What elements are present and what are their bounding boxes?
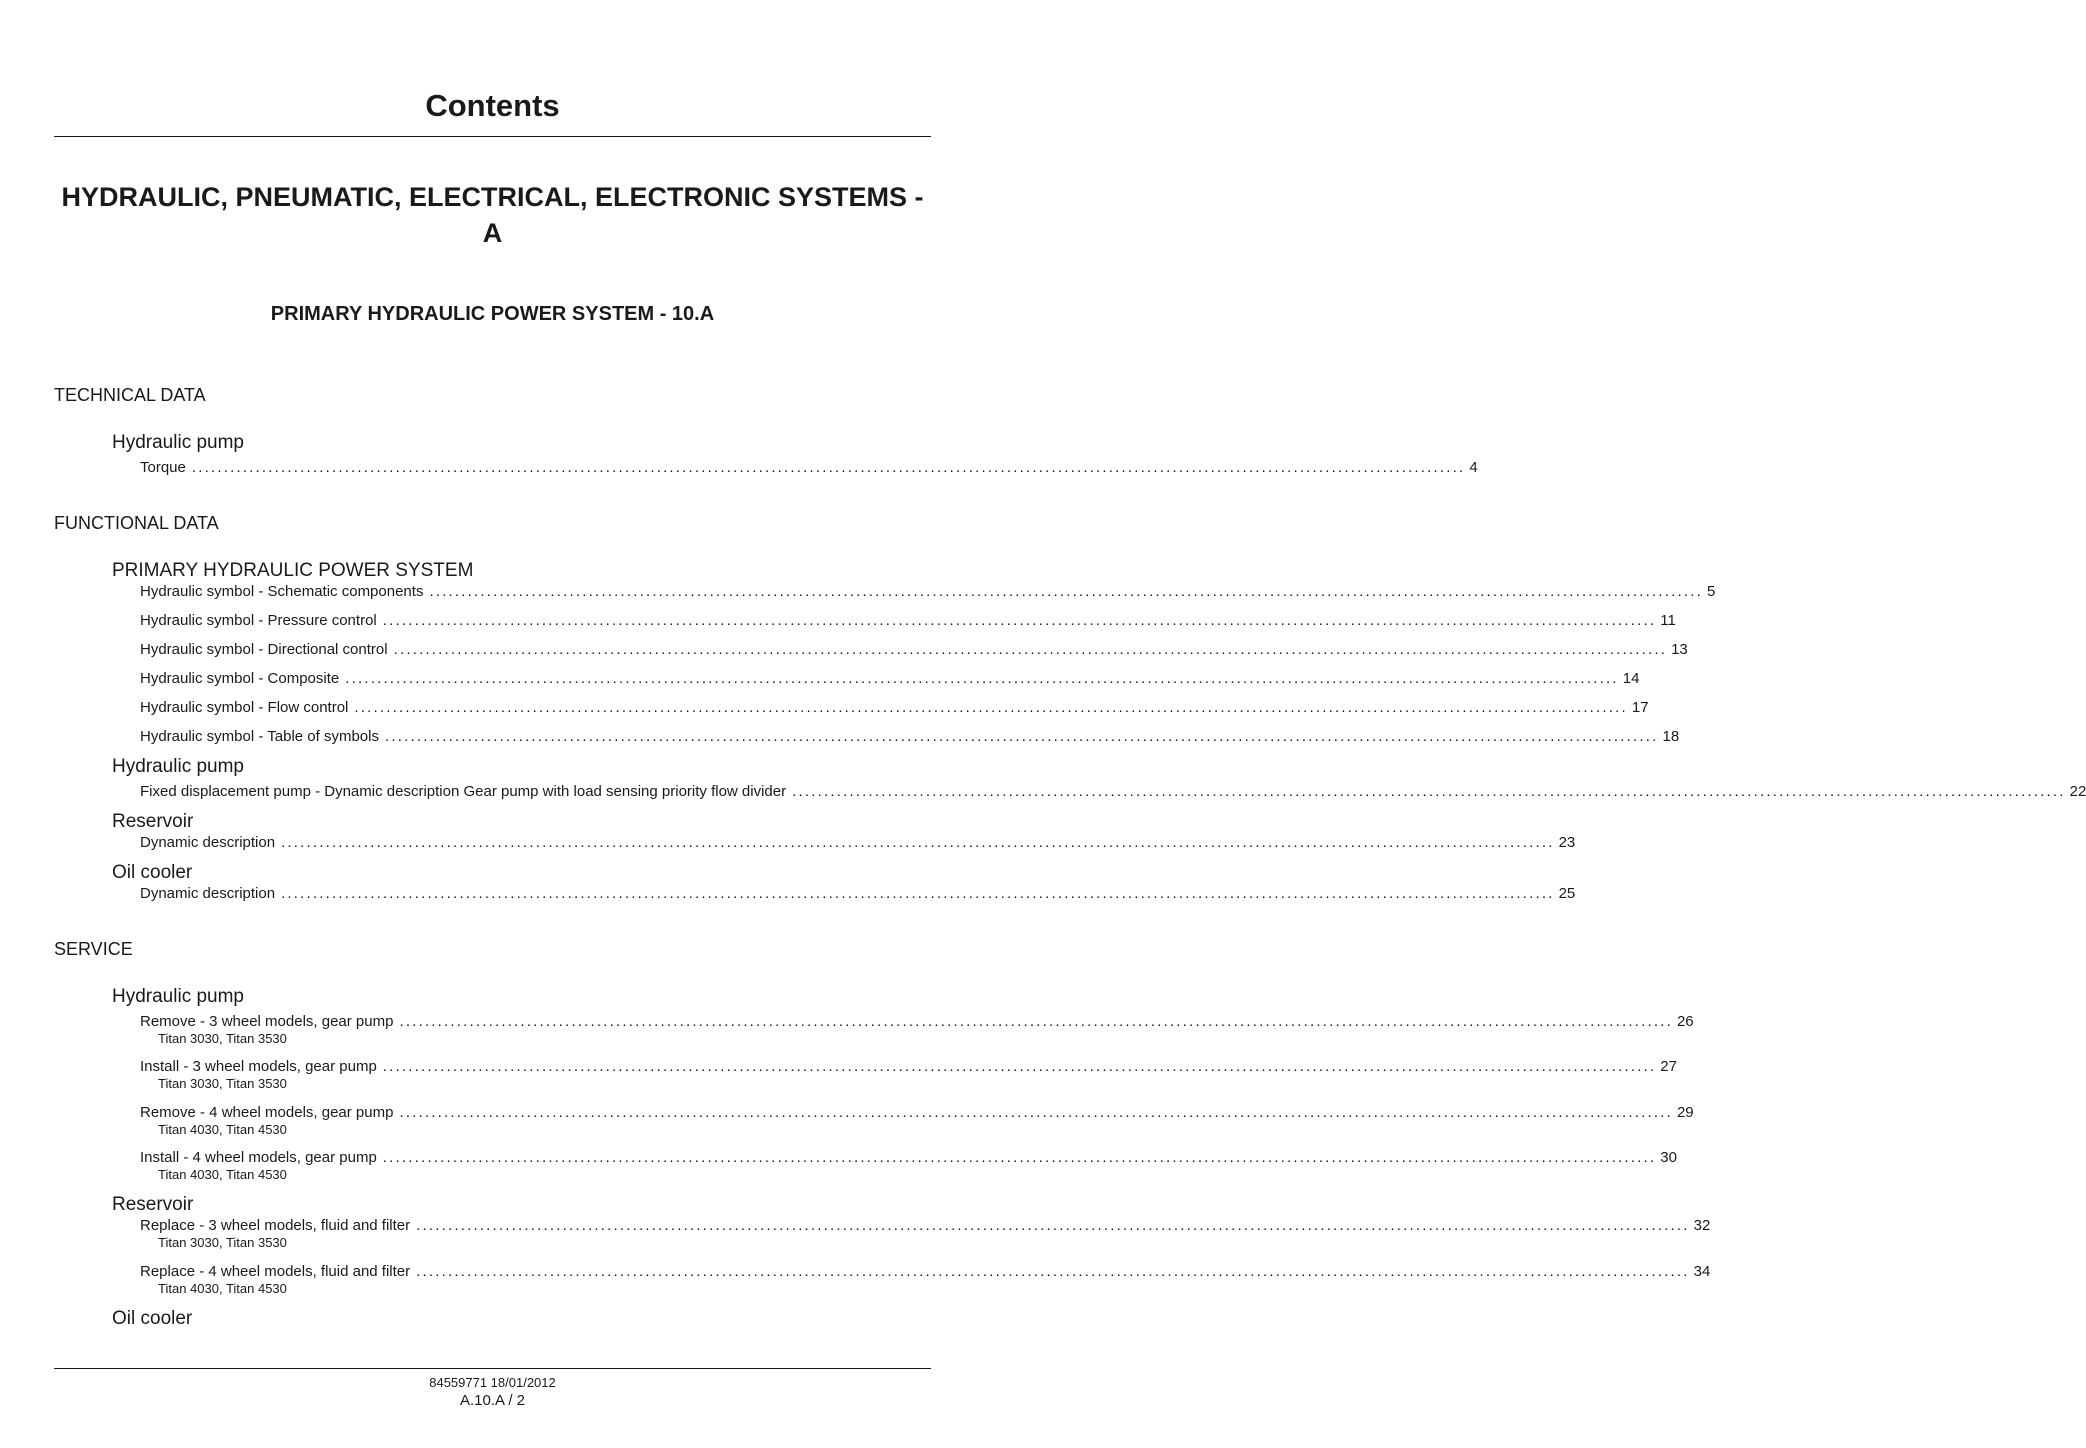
footer-doc-code: 84559771 18/01/2012	[429, 1375, 556, 1390]
toc-entry-page: 22	[2069, 783, 2086, 800]
toc-entry-page: 29	[1676, 1104, 1694, 1121]
toc-entry-oil-cooler-dynamic-description[interactable]	[140, 885, 1576, 903]
leader-dots: ........................................................................................................................................................................................................	[281, 834, 1555, 851]
leader-dots: ........................................................................................................................................................................................................	[399, 1013, 1673, 1030]
toc-entry-page: 4	[1469, 459, 1478, 476]
toc-entry-flow-control[interactable]	[140, 699, 1649, 717]
group-service-reservoir: Reservoir	[112, 1194, 194, 1215]
toc-entry-label: Hydraulic symbol - Flow control	[140, 699, 349, 716]
toc-entry-models: Titan 4030, Titan 4530	[158, 1167, 287, 1182]
toc-entry-page: 5	[1706, 583, 1716, 600]
page-title: Contents	[425, 88, 560, 123]
leader-dots: ........................................................................................................................................................................................................	[416, 1217, 1690, 1234]
group-service-oil-cooler: Oil cooler	[112, 1308, 193, 1329]
toc-entry-page: 11	[1660, 612, 1676, 629]
toc-entry-label: Remove - 4 wheel models, gear pump	[140, 1104, 394, 1121]
group-func-oil-cooler: Oil cooler	[112, 862, 193, 883]
toc-entry-models: Titan 3030, Titan 3530	[158, 1076, 287, 1091]
toc-entry-page: 13	[1671, 641, 1688, 658]
toc-entry-pressure-control[interactable]	[140, 612, 1676, 630]
leader-dots: ........................................................................................................................................................................................................	[191, 459, 1466, 476]
toc-entry-directional-control[interactable]	[140, 641, 1688, 659]
toc-entry-models: Titan 3030, Titan 3530	[158, 1235, 287, 1250]
toc-entry-label: Dynamic description	[140, 885, 276, 902]
toc-entry-label: Hydraulic symbol - Table of symbols	[140, 728, 379, 745]
toc-entry-page: 27	[1660, 1058, 1677, 1075]
toc-entry-page: 18	[1662, 728, 1680, 745]
section-service: SERVICE	[54, 939, 133, 959]
toc-entry-composite[interactable]	[140, 670, 1640, 688]
leader-dots: ........................................................................................................................................................................................................	[416, 1263, 1690, 1280]
footer-divider	[54, 1368, 931, 1369]
toc-entry-label: Replace - 4 wheel models, fluid and filter	[140, 1263, 411, 1280]
toc-entry-install-4-wheel-gear-pump[interactable]	[140, 1149, 1677, 1167]
toc-entry-fixed-displacement-pump[interactable]	[140, 783, 2086, 801]
toc-entry-page: 26	[1676, 1013, 1694, 1030]
toc-entry-schematic-components[interactable]	[140, 583, 1716, 601]
group-func-hydraulic-pump: Hydraulic pump	[112, 756, 244, 777]
toc-entry-label: Hydraulic symbol - Composite	[140, 670, 340, 687]
leader-dots: ........................................................................................................................................................................................................	[393, 641, 1668, 658]
toc-entry-page: 32	[1693, 1217, 1711, 1234]
leader-dots: ........................................................................................................................................................................................................	[382, 1058, 1657, 1075]
toc-entry-label: Dynamic description	[140, 834, 276, 851]
subsystem-title: PRIMARY HYDRAULIC POWER SYSTEM - 10.A	[270, 303, 715, 325]
toc-entry-reservoir-dynamic-description[interactable]	[140, 834, 1576, 852]
toc-entry-label: Install - 3 wheel models, gear pump	[140, 1058, 377, 1075]
group-tech-hydraulic-pump: Hydraulic pump	[112, 432, 244, 453]
leader-dots: ........................................................................................................................................................................................................	[382, 612, 1657, 629]
leader-dots: ........................................................................................................................................................................................................	[281, 885, 1555, 902]
leader-dots: ........................................................................................................................................................................................................	[429, 583, 1703, 600]
section-functional-data: FUNCTIONAL DATA	[54, 513, 219, 533]
toc-entry-page: 23	[1558, 834, 1576, 851]
leader-dots: ........................................................................................................................................................................................................	[354, 699, 1628, 716]
toc-entry-table-of-symbols[interactable]	[140, 728, 1680, 746]
toc-entry-replace-3-wheel-fluid-filter[interactable]	[140, 1217, 1711, 1235]
toc-entry-remove-4-wheel-gear-pump[interactable]	[140, 1104, 1694, 1122]
group-func-reservoir: Reservoir	[112, 811, 194, 832]
section-technical-data: TECHNICAL DATA	[54, 385, 206, 405]
toc-entry-label: Remove - 3 wheel models, gear pump	[140, 1013, 394, 1030]
toc-entry-label: Replace - 3 wheel models, fluid and filter	[140, 1217, 411, 1234]
leader-dots: ........................................................................................................................................................................................................	[792, 783, 2066, 800]
toc-entry-label: Install - 4 wheel models, gear pump	[140, 1149, 377, 1166]
system-title: HYDRAULIC, PNEUMATIC, ELECTRICAL, ELECTRONIC SYSTEMS - A	[61, 182, 924, 248]
toc-entry-page: 30	[1660, 1149, 1677, 1166]
leader-dots: ........................................................................................................................................................................................................	[399, 1104, 1673, 1121]
toc-entry-models: Titan 4030, Titan 4530	[158, 1122, 287, 1137]
toc-entry-replace-4-wheel-fluid-filter[interactable]	[140, 1263, 1711, 1281]
toc-entry-page: 34	[1693, 1263, 1711, 1280]
header-divider	[54, 136, 931, 137]
toc-entry-page: 17	[1631, 699, 1649, 716]
toc-entry-label: Hydraulic symbol - Schematic components	[140, 583, 424, 600]
footer-page-number: A.10.A / 2	[459, 1392, 526, 1409]
toc-entry-label: Torque	[140, 459, 186, 476]
toc-entry-label: Fixed displacement pump - Dynamic description Gear pump with load sensing priority flow divider	[140, 783, 787, 800]
leader-dots: ........................................................................................................................................................................................................	[384, 728, 1659, 745]
group-service-hydraulic-pump: Hydraulic pump	[112, 986, 244, 1007]
toc-entry-models: Titan 3030, Titan 3530	[158, 1031, 287, 1046]
leader-dots: ........................................................................................................................................................................................................	[382, 1149, 1657, 1166]
leader-dots: ........................................................................................................................................................................................................	[345, 670, 1619, 687]
toc-entry-label: Hydraulic symbol - Pressure control	[140, 612, 377, 629]
toc-entry-page: 25	[1558, 885, 1576, 902]
group-primary-hydraulic-power-system: PRIMARY HYDRAULIC POWER SYSTEM	[112, 560, 474, 581]
toc-entry-install-3-wheel-gear-pump[interactable]	[140, 1058, 1677, 1076]
toc-entry-label: Hydraulic symbol - Directional control	[140, 641, 388, 658]
toc-entry-torque[interactable]	[140, 459, 1478, 477]
toc-entry-models: Titan 4030, Titan 4530	[158, 1281, 287, 1296]
toc-entry-remove-3-wheel-gear-pump[interactable]	[140, 1013, 1694, 1031]
toc-entry-page: 14	[1622, 670, 1640, 687]
